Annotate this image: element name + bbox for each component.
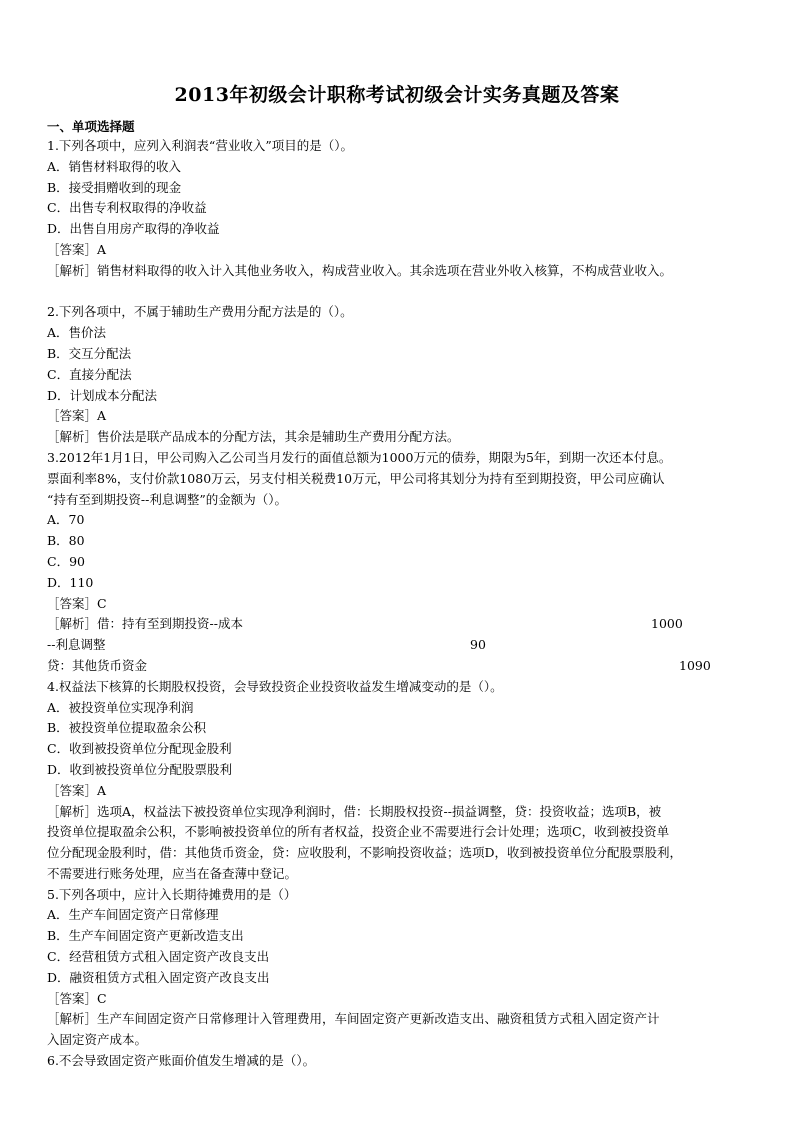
option-a: A．生产车间固定资产日常修理: [47, 907, 219, 923]
question-4: [47, 677, 757, 885]
question-stem: 5.下列各项中，应计入长期待摊费用的是（）: [47, 886, 297, 902]
option-b: B．被投资单位提取盈余公积: [47, 720, 207, 736]
question-2: [47, 302, 757, 448]
analysis-line: 不需要进行账务处理，应当在备查薄中登记。: [47, 865, 298, 881]
analysis: ［解析］销售材料取得的收入计入其他业务收入，构成营业收入。其余选项在营业外收入核算，不构成营业收入。: [47, 262, 673, 278]
option-a: A．被投资单位实现净利润: [47, 699, 194, 715]
question-stem: 4.权益法下核算的长期股权投资，会导致投资企业投资收益发生增减变动的是（）。: [47, 678, 503, 694]
blank-line: [47, 282, 757, 303]
question-6: [47, 1051, 757, 1072]
analysis-line: ［解析］选项A，权益法下被投资单位实现净利润时，借：长期股权投资--损益调整，贷：投资收益；选项B，被: [47, 803, 662, 819]
option-c: C．90: [47, 553, 85, 569]
option-d: D．收到被投资单位分配股票股利: [47, 761, 233, 777]
answer: ［答案］C: [47, 990, 107, 1006]
question-stem: 2.下列各项中，不属于辅助生产费用分配方法是的（）。: [47, 304, 353, 320]
journal-entry-debit: [47, 614, 757, 635]
entry-amount: 90: [470, 637, 486, 653]
option-d: D．计划成本分配法: [47, 387, 158, 403]
option-a: A．70: [47, 512, 85, 528]
analysis-line: 投资单位提取盈余公积，不影响被投资单位的所有者权益，投资企业不需要进行会计处理；选项C，收到被投资单: [47, 824, 670, 840]
analysis-line: 入固定资产成本。: [47, 1032, 148, 1048]
option-a: A．销售材料取得的收入: [47, 158, 182, 174]
journal-entry-credit: [47, 656, 757, 677]
answer: ［答案］A: [47, 241, 107, 257]
option-b: B．80: [47, 533, 85, 549]
analysis: ［解析］售价法是联产品成本的分配方法，其余是辅助生产费用分配方法。: [47, 429, 460, 445]
option-b: B．接受捐赠收到的现金: [47, 179, 182, 195]
entry-amount: 1090: [679, 657, 711, 673]
answer: ［答案］C: [47, 595, 107, 611]
document-title: 2013年初级会计职称考试初级会计实务真题及答案: [174, 84, 620, 106]
question-stem-line: “持有至到期投资--利息调整”的金额为（）。: [47, 491, 287, 507]
option-c: C．收到被投资单位分配现金股利: [47, 741, 232, 757]
question-list: [47, 136, 757, 1072]
answer: ［答案］A: [47, 782, 107, 798]
option-c: C．直接分配法: [47, 366, 132, 382]
option-b: B．交互分配法: [47, 345, 132, 361]
question-stem: 6.不会导致固定资产账面价值发生增减的是（）。: [47, 1053, 316, 1069]
question-3: [47, 448, 757, 677]
question-stem-line: 3.2012年1月1日，甲公司购入乙公司当月发行的面值总额为1000万元的债券，期限为5年，到期一次还本付息。: [47, 449, 672, 465]
question-stem-line: 票面利率8%，支付价款1080万云，另支付相关税费10万元，甲公司将其划分为持有至到期投资，甲公司应确认: [47, 470, 665, 486]
question-5: [47, 885, 757, 1051]
option-b: B．生产车间固定资产更新改造支出: [47, 928, 244, 944]
question-1: [47, 136, 757, 282]
entry-amount: 1000: [651, 616, 683, 632]
option-d: D．融资租赁方式租入固定资产改良支出: [47, 969, 270, 985]
option-a: A．售价法: [47, 325, 107, 341]
journal-entry-debit-sub: [47, 635, 757, 656]
option-c: C．出售专利权取得的净收益: [47, 200, 207, 216]
option-d: D．出售自用房产取得的净收益: [47, 221, 220, 237]
answer: ［答案］A: [47, 408, 107, 424]
question-stem: 1.下列各项中，应列入利润表“营业收入”项目的是（）。: [47, 138, 353, 153]
entry-label: --利息调整: [47, 637, 106, 653]
analysis-line: 位分配现金股利时，借：其他货币资金，贷：应收股利，不影响投资收益；选项D，收到被投资单位分配股票股利，: [47, 845, 683, 861]
analysis-line: ［解析］生产车间固定资产日常修理计入管理费用，车间固定资产更新改造支出、融资租赁方式租入固定资产计: [47, 1011, 660, 1027]
option-c: C．经营租赁方式租入固定资产改良支出: [47, 949, 270, 965]
option-d: D．110: [47, 574, 94, 590]
entry-label: 贷：其他货币资金: [47, 657, 148, 673]
section-heading: 一、单项选择题: [47, 119, 135, 134]
entry-label: ［解析］借：持有至到期投资--成本: [47, 616, 243, 632]
